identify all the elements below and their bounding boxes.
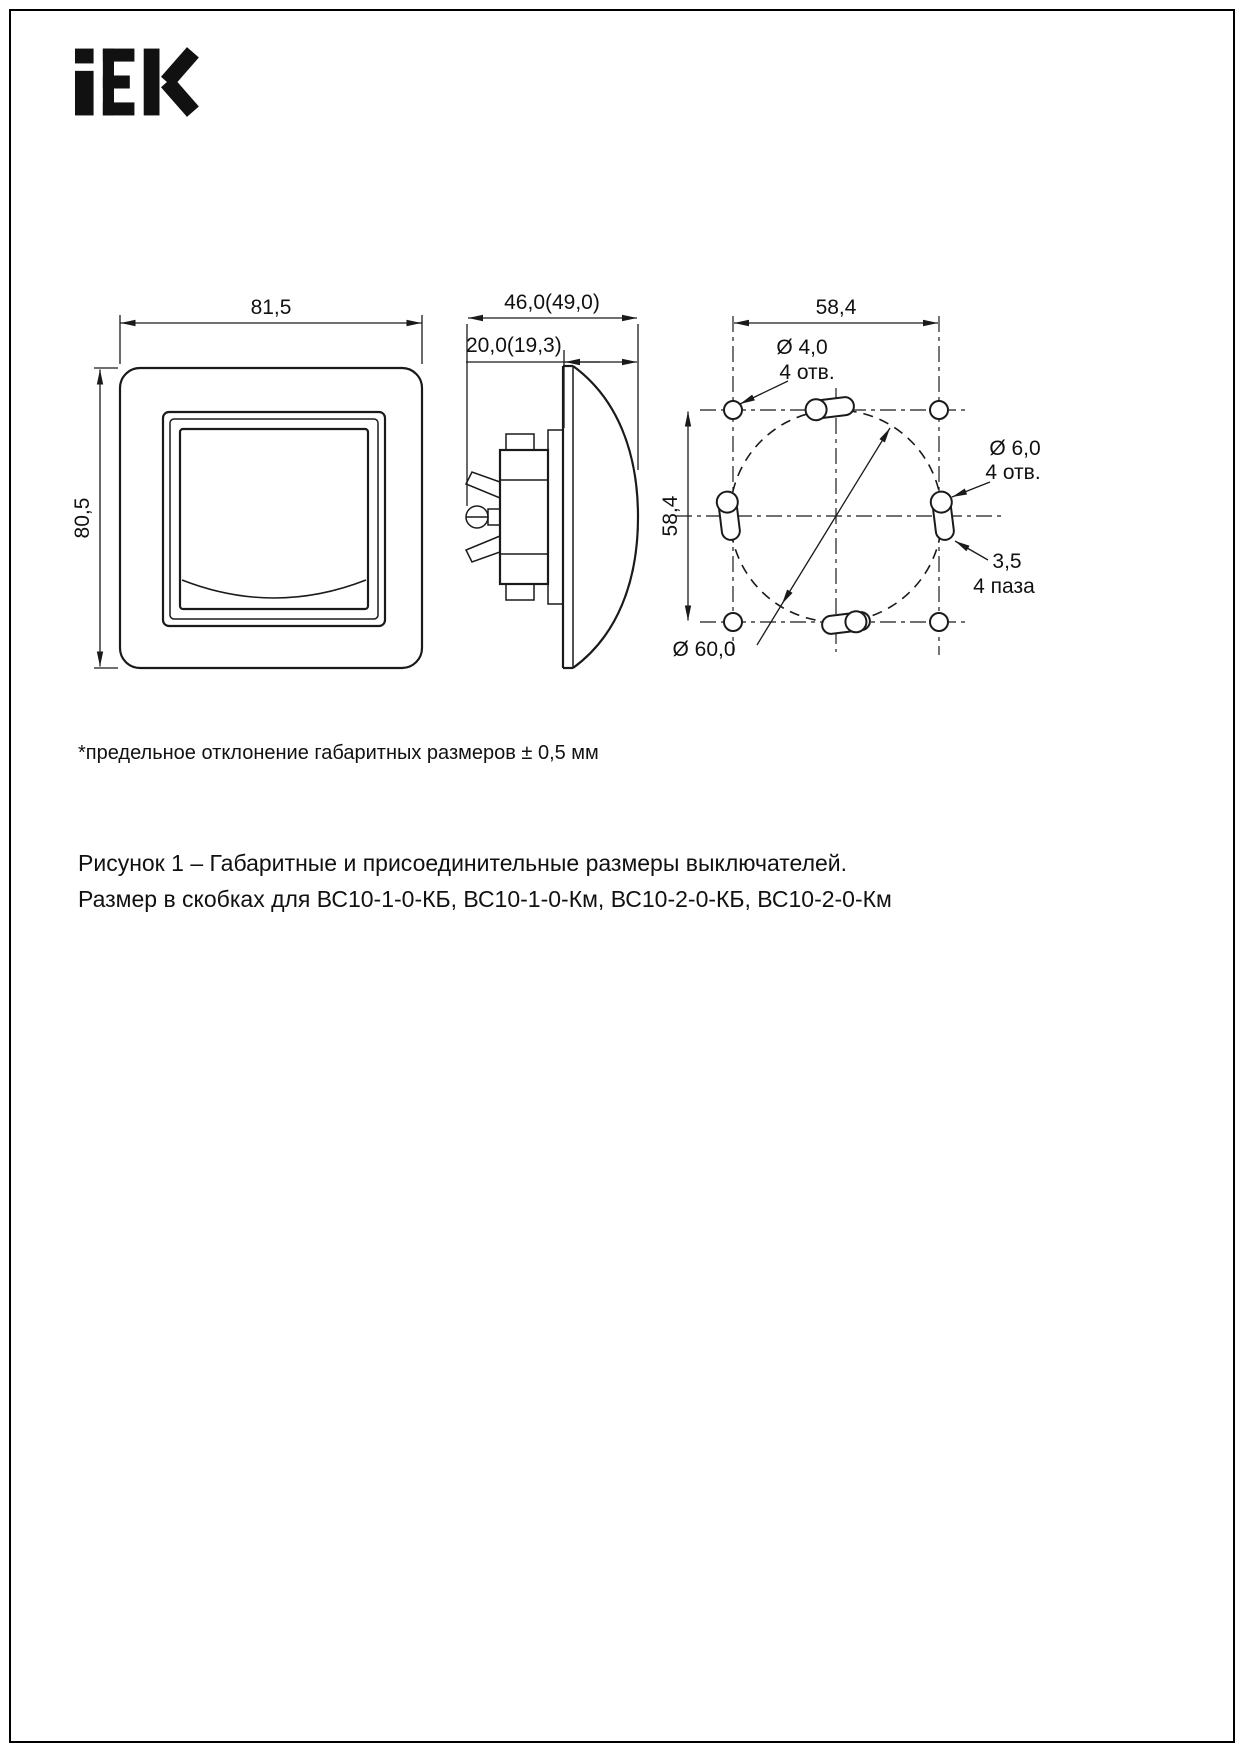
slot-bottom <box>821 610 871 637</box>
switch-inner-frame-outer <box>163 412 385 626</box>
hole-large-count-label: 4 отв. <box>985 461 1041 484</box>
side-view <box>466 291 638 668</box>
switch-rocker-curve <box>182 580 366 598</box>
front-height-label: 80,5 <box>71 497 94 539</box>
slot-left <box>716 490 743 541</box>
switch-inner-frame-inner <box>170 419 378 619</box>
hole-large-callout <box>952 437 1041 497</box>
mounting-pitch-horizontal-label: 58,4 <box>815 296 857 319</box>
mounting-pitch-vertical-label: 58,4 <box>659 495 682 537</box>
side-protrusion-label: 20,0(19,3) <box>466 334 562 357</box>
figure-caption <box>78 845 892 917</box>
slot-width-callout <box>955 541 1035 598</box>
side-claw-lower <box>466 536 500 562</box>
hole-small-count-label: 4 отв. <box>779 361 835 384</box>
side-depth-label: 46,0(49,0) <box>504 291 600 314</box>
slot-width-label: 3,5 <box>992 550 1022 573</box>
tolerance-footnote: *предельное отклонение габаритных размеров ± 0,5 мм <box>78 742 599 764</box>
front-height-dimension <box>71 368 118 668</box>
side-depth-dimension <box>467 291 638 506</box>
hole-small-callout <box>740 336 835 404</box>
slot-right <box>930 490 957 541</box>
mounting-view <box>659 296 1041 661</box>
slot-top <box>804 395 855 422</box>
mounting-circle-label: Ø 60,0 <box>672 638 736 661</box>
side-cover-plate <box>563 366 638 668</box>
figure-caption-line2: Размер в скобках для ВС10-1-0-КБ, ВС10-1-0-Км, ВС10-2-0-КБ, ВС10-2-0-Км <box>78 886 892 912</box>
hole-small-dia-label: Ø 4,0 <box>776 336 828 359</box>
side-mechanism <box>466 430 563 604</box>
switch-rocker <box>180 429 368 609</box>
front-view <box>71 296 422 668</box>
slot-count-label: 4 паза <box>973 575 1035 598</box>
mounting-centerlines <box>676 316 1006 655</box>
side-claw-upper <box>466 472 500 498</box>
side-protrusion-dimension <box>466 334 637 428</box>
mounting-pitch-horizontal-dimension <box>734 296 938 323</box>
front-width-label: 81,5 <box>250 296 292 319</box>
hole-large-dia-label: Ø 6,0 <box>989 437 1041 460</box>
side-dome-face <box>573 366 638 668</box>
front-width-dimension <box>120 296 422 364</box>
figure-caption-line1: Рисунок 1 – Габаритные и присоединительные размеры выключателей. <box>78 850 848 876</box>
